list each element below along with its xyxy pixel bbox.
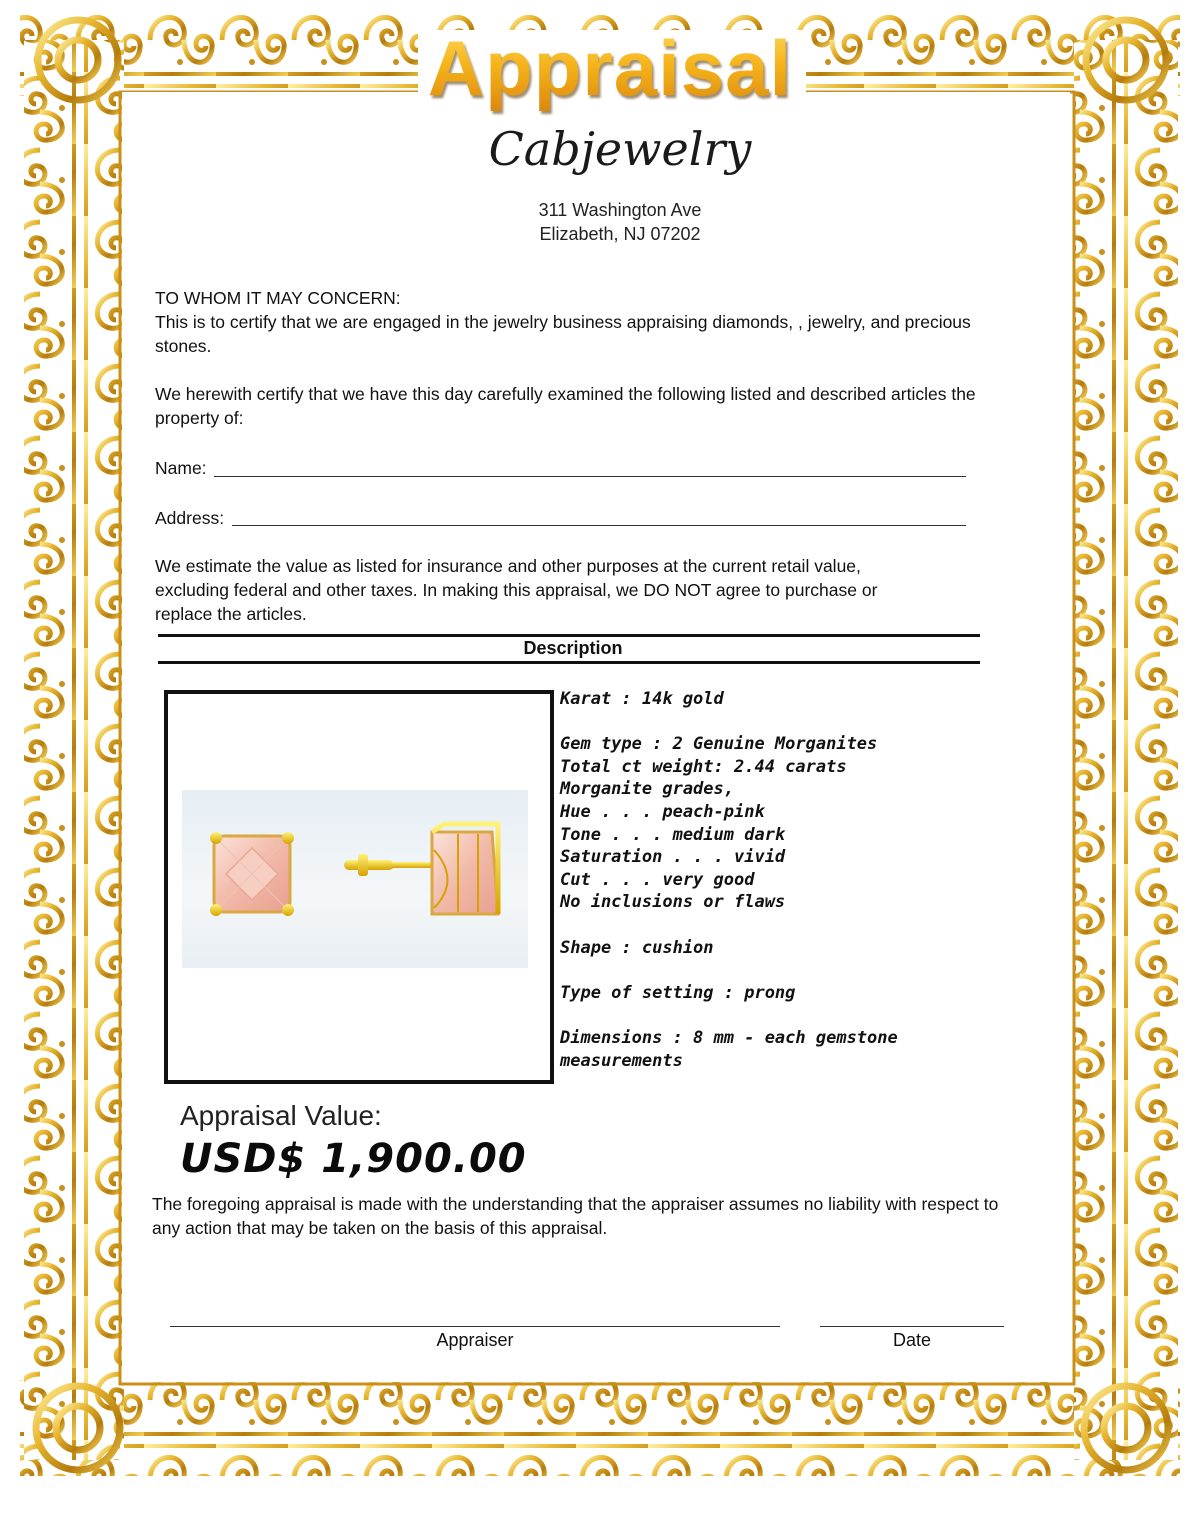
spec-line: Cut . . . very good: [560, 869, 755, 890]
appraiser-signature-line[interactable]: [170, 1326, 780, 1327]
description-rule-bottom: [158, 661, 980, 664]
estimate-paragraph: We estimate the value as listed for insurance and other purposes at the current retail value, excluding federal and other taxes. In making this appraisal, we DO NOT agree to purchase or replace the articles.: [155, 556, 878, 624]
spec-line: Shape : cushion: [560, 937, 714, 958]
specifications-list: [560, 688, 990, 1072]
certificate-title: Appraisal: [420, 18, 800, 118]
brand-name: Cabjewelry: [488, 122, 752, 176]
product-photo-frame: [164, 690, 554, 1084]
spec-line: No inclusions or flaws: [560, 892, 786, 913]
name-label: Name:: [155, 458, 207, 478]
appraisal-value-amount: USD$ 1,900.00: [180, 1136, 527, 1182]
certify-paragraph: This is to certify that we are engaged in the jewelry business appraising diamonds, , jewelry, and precious stones.: [155, 312, 971, 356]
address-line-2: Elizabeth, NJ 07202: [539, 224, 701, 244]
examined-paragraph: We herewith certify that we have this day carefully examined the following listed and described articles the property of:: [155, 384, 976, 428]
appraisal-value-label: Appraisal Value:: [180, 1100, 382, 1131]
morganite-earrings-image: [182, 790, 528, 968]
product-photo: [182, 790, 528, 968]
salutation: TO WHOM IT MAY CONCERN:: [155, 288, 401, 308]
spec-line: Saturation . . . vivid: [560, 847, 786, 868]
spec-line: Hue . . . peach-pink: [560, 801, 765, 822]
appraiser-label: Appraiser: [436, 1330, 514, 1350]
business-address: [470, 198, 770, 246]
spec-line: [560, 914, 990, 937]
liability-disclaimer: The foregoing appraisal is made with the understanding that the appraiser assumes no liability with respect to any action that may be taken on the basis of this appraisal.: [152, 1194, 999, 1238]
spec-line: Type of setting : prong: [560, 982, 796, 1003]
spec-line: Morganite grades,: [560, 779, 734, 800]
spec-line: measurements: [560, 1050, 683, 1071]
address-field[interactable]: [232, 525, 966, 526]
spec-line: Total ct weight: 2.44 carats: [560, 756, 847, 777]
address-line-1: 311 Washington Ave: [538, 200, 702, 220]
description-rule-top: [158, 634, 980, 637]
spec-line: Tone . . . medium dark: [560, 824, 786, 845]
name-field[interactable]: [214, 476, 966, 477]
address-label: Address:: [155, 508, 225, 528]
spec-line: Dimensions : 8 mm - each gemstone: [560, 1027, 898, 1048]
description-heading: Description: [523, 638, 623, 658]
spec-line: [560, 959, 990, 982]
spec-line: Gem type : 2 Genuine Morganites: [560, 734, 878, 755]
spec-line: [560, 1004, 990, 1027]
spec-line: [560, 711, 990, 734]
spec-line: Karat : 14k gold: [560, 689, 724, 709]
date-line[interactable]: [820, 1326, 1004, 1327]
date-label: Date: [892, 1330, 932, 1350]
